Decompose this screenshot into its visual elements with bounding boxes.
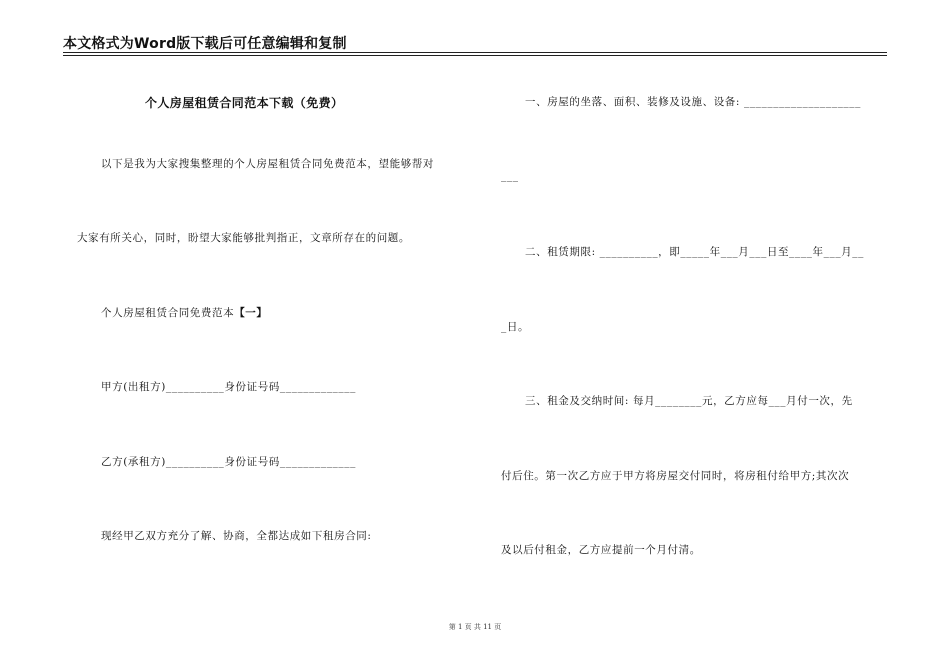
- paragraph-line: 以下是我为大家搜集整理的个人房屋租赁合同免费范本，望能够帮对: [101, 158, 434, 170]
- section-heading-number: 【一】: [234, 307, 268, 319]
- section-heading-text: 个人房屋租赁合同免费范本: [101, 307, 235, 319]
- section-heading: [101, 305, 268, 320]
- clause-line: ___: [501, 170, 519, 182]
- paragraph-line: 现经甲乙双方充分了解、协商，全都达成如下租房合同:: [101, 530, 372, 542]
- header-divider-secondary: [63, 55, 887, 56]
- clause-line: 三、租金及交纳时间: 每月________元，乙方应每___月付一次，先: [525, 395, 853, 407]
- header-divider: [63, 52, 887, 53]
- clause-line: 付后住。第一次乙方应于甲方将房屋交付同时，将房租付给甲方;其次次: [501, 470, 850, 482]
- document-title: 个人房屋租赁合同范本下载（免费）: [145, 96, 344, 110]
- page-indicator: 第 1 页 共 11 页: [448, 623, 502, 631]
- clause-line: _日。: [501, 321, 530, 333]
- clause-line: 及以后付租金，乙方应提前一个月付清。: [501, 544, 701, 556]
- party-b-line: 乙方(承租方)__________身份证号码_____________: [101, 456, 356, 468]
- header-title: 本文格式为Word版下载后可任意编辑和复制: [63, 36, 347, 52]
- clause-line: 一、房屋的坐落、面积、装修及设施、设备: ____________________: [525, 96, 861, 108]
- party-a-line: 甲方(出租方)__________身份证号码_____________: [101, 381, 356, 393]
- paragraph-line: 大家有所关心，同时，盼望大家能够批判指正，文章所存在的问题。: [77, 232, 410, 244]
- clause-line: 二、租赁期限: __________，即_____年___月___日至____年___月__: [525, 246, 864, 258]
